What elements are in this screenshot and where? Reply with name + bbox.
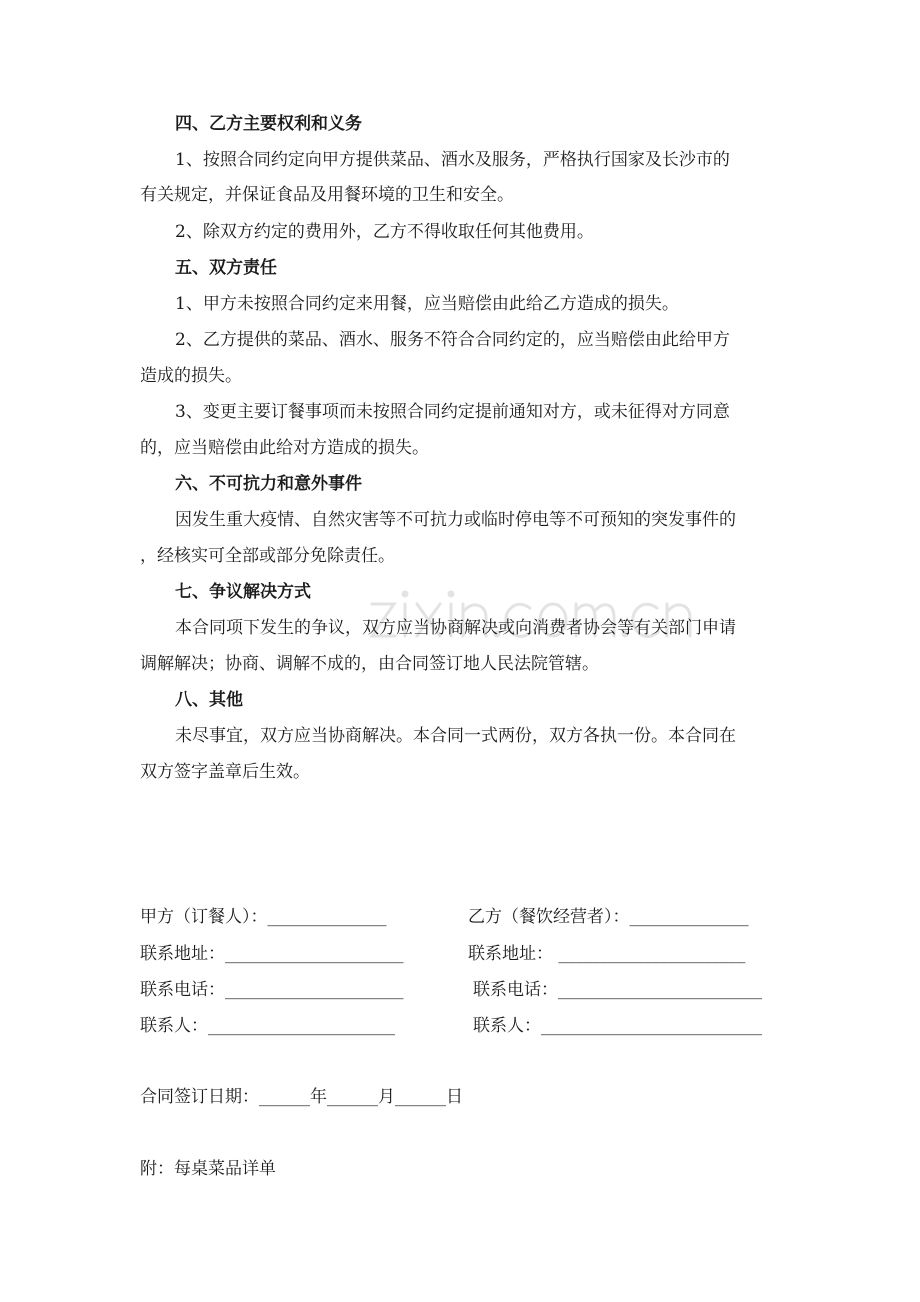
- section-4-para-1-line-1: 1、按照合同约定向甲方提供菜品、酒水及服务，严格执行国家及长沙市的: [175, 150, 730, 170]
- section-7-para-1-line-2: 调解解决；协商、调解不成的，由合同签订地人民法院管辖。: [140, 654, 599, 674]
- section-5-para-1-line-1: 1、甲方未按照合同约定来用餐，应当赔偿由此给乙方造成的损失。: [175, 294, 679, 314]
- sign-date-field: 合同签订日期：______年______月______日: [140, 1087, 463, 1107]
- party-b-contact-field: 联系人：__________________________: [473, 1016, 762, 1036]
- section-5-para-3-line-1: 3、变更主要订餐事项而未按照合同约定提前通知对方，或未征得对方同意: [175, 402, 730, 422]
- section-4-para-1-line-2: 有关规定，并保证食品及用餐环境的卫生和安全。: [140, 185, 514, 205]
- section-4-para-2-line-1: 2、除双方约定的费用外，乙方不得收取任何其他费用。: [175, 222, 594, 242]
- section-8-para-1-line-1: 未尽事宜，双方应当协商解决。本合同一式两份，双方各执一份。本合同在: [175, 726, 736, 746]
- section-7-para-1-line-1: 本合同项下发生的争议，双方应当协商解决或向消费者协会等有关部门申请: [175, 618, 736, 638]
- section-6-para-1-line-1: 因发生重大疫情、自然灾害等不可抗力或临时停电等不可预知的突发事件的: [175, 510, 736, 530]
- party-a-field: 甲方（订餐人）：______________: [140, 907, 387, 927]
- section-6-para-1-line-2: ，经核实可全部或部分免除责任。: [140, 546, 395, 566]
- section-5-para-2-line-1: 2、乙方提供的菜品、酒水、服务不符合合同约定的，应当赔偿由此给甲方: [175, 330, 730, 350]
- party-a-phone-field: 联系电话：_____________________: [140, 980, 404, 1000]
- section-7-heading: 七、争议解决方式: [175, 582, 311, 602]
- party-a-contact-field: 联系人：______________________: [140, 1016, 395, 1036]
- attachment-note: 附：每桌菜品详单: [140, 1159, 276, 1179]
- section-8-para-1-line-2: 双方签字盖章后生效。: [140, 762, 310, 782]
- party-b-field: 乙方（餐饮经营者）：______________: [468, 907, 749, 927]
- section-5-para-2-line-2: 造成的损失。: [140, 366, 242, 386]
- section-4-heading: 四、乙方主要权利和义务: [175, 114, 362, 134]
- section-5-para-3-line-2: 的，应当赔偿由此给对方造成的损失。: [140, 438, 429, 458]
- party-b-phone-field: 联系电话：________________________: [473, 980, 762, 1000]
- section-6-heading: 六、不可抗力和意外事件: [175, 474, 362, 494]
- section-8-heading: 八、其他: [175, 690, 243, 710]
- party-a-address-field: 联系地址：_____________________: [140, 944, 404, 964]
- party-b-address-field: 联系地址： ______________________: [468, 944, 746, 964]
- section-5-heading: 五、双方责任: [175, 258, 277, 278]
